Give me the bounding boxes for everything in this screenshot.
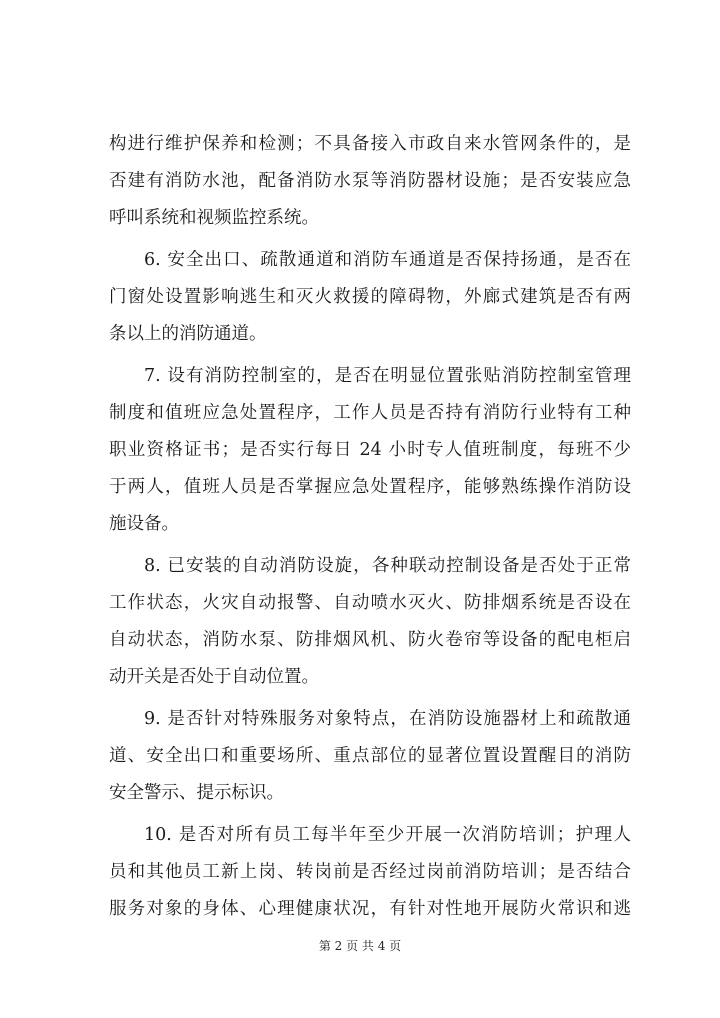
paragraph-item-9 (109, 701, 631, 812)
text-line: 7. 设有消防控制室的，是否在明显位置张贴消防控制室管理 (144, 366, 631, 386)
text-line: 员和其他员工新上岗、转岗前是否经过岗前消防培训；是否结合 (109, 862, 631, 882)
text-line: 9. 是否针对特殊服务对象特点，在消防设施器材上和疏散通 (144, 709, 631, 729)
text-line: 条以上的消防通道。 (109, 324, 267, 344)
text-line: 制度和值班应急处置程序，工作人员是否持有消防行业特有工种 (109, 403, 631, 423)
page-number-footer: 第 2 页 共 4 页 (318, 939, 402, 953)
text-line: 呼叫系统和视频监控系统。 (109, 208, 319, 228)
text-line: 10. 是否对所有员工每半年至少开展一次消防培训；护理人 (144, 825, 631, 845)
paragraph-item-10 (109, 817, 631, 928)
text-line: 自动状态，消防水泵、防排烟风机、防火卷帘等设备的配电柜启 (109, 630, 631, 650)
text-line: 门窗处设置影响逃生和灭火救援的障碍物，外廊式建筑是否有两 (109, 287, 631, 307)
paragraph-item-8 (109, 548, 631, 696)
paragraph-item-6 (109, 242, 631, 353)
document-body (109, 126, 631, 933)
text-line: 构进行维护保养和检测；不具备接入市政自来水管网条件的，是 (109, 134, 631, 154)
text-line: 8. 已安装的自动消防设旋，各种联动控制设备是否处于正常 (144, 556, 631, 576)
text-line: 6. 安全出口、疏散通道和消防车通道是否保持扬通，是否在 (144, 250, 631, 270)
text-line: 道、安全出口和重要场所、重点部位的显著位置设置醒目的消防 (109, 746, 631, 766)
text-line: 施设备。 (109, 514, 179, 534)
text-line: 动开关是否处于自动位置。 (109, 667, 319, 687)
text-line: 工作状态，火灾自动报警、自动喷水灭火、防排烟系统是否设在 (109, 593, 631, 613)
text-line: 服务对象的身体、心理健康状况，有针对性地开展防火常识和逃 (109, 899, 631, 919)
text-line: 职业资格证书；是否实行每日 24 小时专人值班制度，每班不少 (109, 440, 631, 460)
paragraph-continued (109, 126, 631, 237)
text-line: 安全警示、提示标识。 (109, 783, 284, 803)
text-line: 否建有消防水池，配备消防水泵等消防器材设施；是否安装应急 (109, 171, 631, 191)
paragraph-item-7 (109, 358, 631, 543)
text-line: 于两人，值班人员是否掌握应急处置程序，能够熟练操作消防设 (109, 477, 631, 497)
